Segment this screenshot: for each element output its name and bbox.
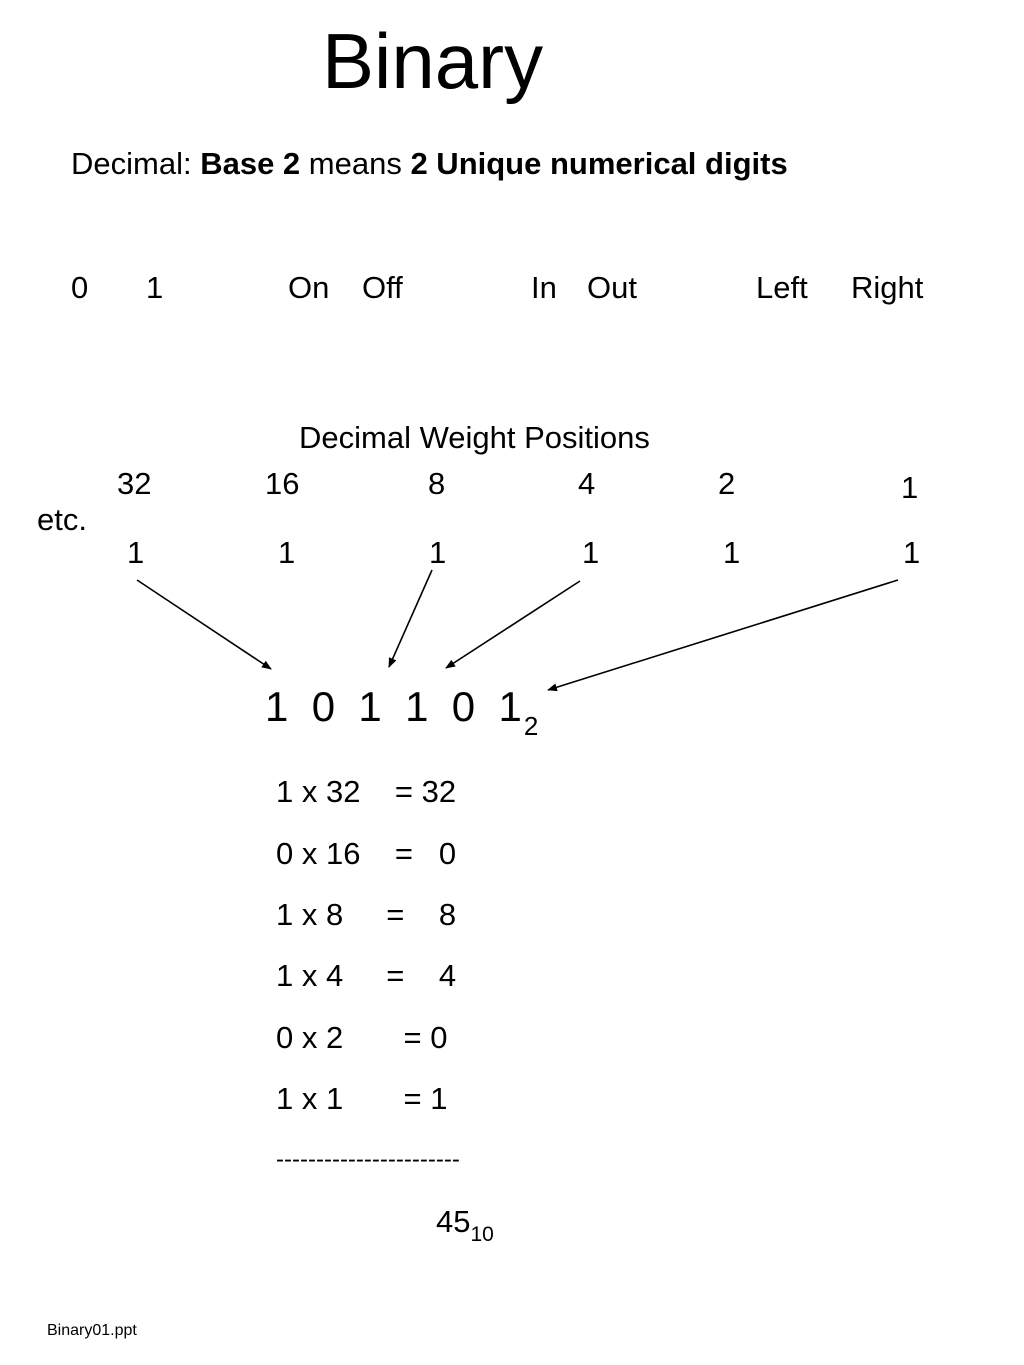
weights-heading: Decimal Weight Positions xyxy=(299,420,650,455)
footer-filename: Binary01.ppt xyxy=(47,1322,137,1339)
arrow-32 xyxy=(137,580,271,669)
pair-1-a: On xyxy=(288,270,330,305)
pair-0-b: 1 xyxy=(146,270,164,305)
weight-2: 2 xyxy=(718,466,736,501)
digit-16: 1 xyxy=(278,535,296,570)
pair-1-b: Off xyxy=(362,270,403,305)
calc-row-32: 1 x 32 = 32 xyxy=(276,774,457,809)
pair-2-b: Out xyxy=(587,270,637,305)
calc-row-1: 1 x 1 = 1 xyxy=(276,1081,448,1116)
subtitle-bold-base: Base 2 xyxy=(200,146,301,181)
result-value: 45 xyxy=(436,1204,471,1239)
subtitle-middle: means xyxy=(300,146,411,181)
weight-1: 1 xyxy=(901,470,919,505)
result-number xyxy=(436,1206,494,1245)
subtitle-prefix: Decimal: xyxy=(71,146,201,181)
weight-4: 4 xyxy=(578,466,596,501)
pair-3-a: Left xyxy=(756,270,808,305)
binary-number xyxy=(265,683,539,741)
digit-32: 1 xyxy=(127,535,145,570)
etc-label: etc. xyxy=(37,502,87,537)
result-base: 10 xyxy=(470,1223,494,1246)
subtitle-bold-digits: 2 Unique numerical digits xyxy=(410,146,788,181)
digit-8: 1 xyxy=(429,535,447,570)
calc-row-2: 0 x 2 = 0 xyxy=(276,1020,448,1055)
pair-0-a: 0 xyxy=(71,270,89,305)
arrow-8 xyxy=(389,570,432,667)
digit-4: 1 xyxy=(582,535,600,570)
calc-row-8: 1 x 8 = 8 xyxy=(276,897,457,932)
binary-base: 2 xyxy=(523,711,539,741)
digit-1: 1 xyxy=(903,535,921,570)
sum-divider: ----------------------- xyxy=(276,1146,460,1173)
binary-value: 1 0 1 1 0 1 xyxy=(265,683,522,730)
weight-8: 8 xyxy=(428,466,446,501)
digit-2: 1 xyxy=(723,535,741,570)
pair-2-a: In xyxy=(531,270,557,305)
arrow-1 xyxy=(548,580,898,690)
arrow-4 xyxy=(446,581,580,668)
pair-3-b: Right xyxy=(851,270,924,305)
weight-16: 16 xyxy=(265,466,300,501)
page-title: Binary xyxy=(322,17,544,105)
calc-row-16: 0 x 16 = 0 xyxy=(276,836,457,871)
weight-32: 32 xyxy=(117,466,152,501)
calc-row-4: 1 x 4 = 4 xyxy=(276,958,457,993)
